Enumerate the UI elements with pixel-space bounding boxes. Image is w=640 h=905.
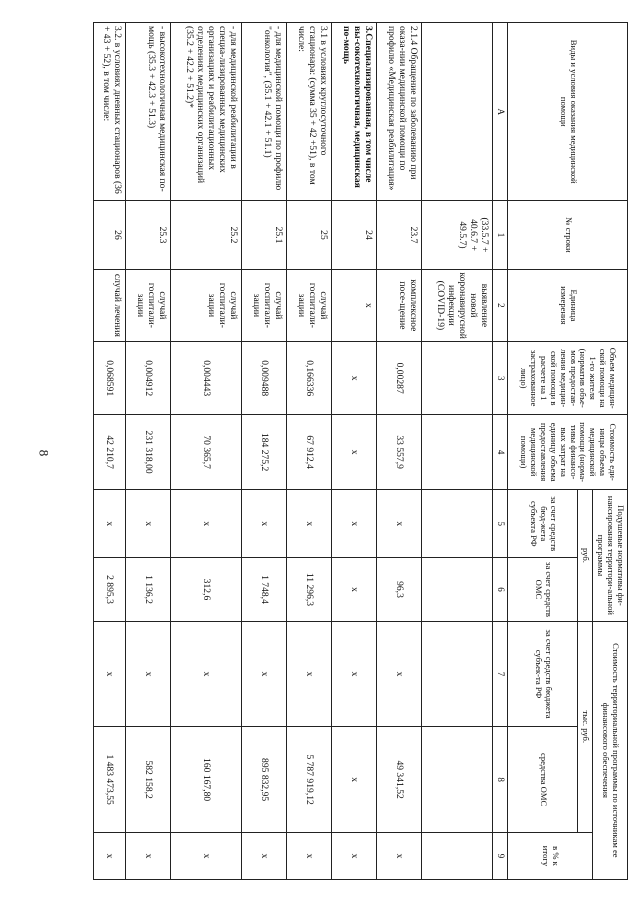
row-unit-cost: 231 318,00 [126, 415, 171, 490]
row-norm-budget [422, 490, 493, 558]
header-norm-budget: за счет средств бюд-жета субъекта РФ [508, 490, 578, 558]
index-cell: А [493, 23, 508, 201]
row-unit-cost: 67 912,4 [287, 415, 332, 490]
table-row [377, 23, 422, 880]
row-unit: случай госпитали-зации [287, 269, 332, 342]
row-norm-oms: х [332, 558, 377, 621]
row-volume: 0,068591 [94, 342, 126, 415]
row-volume: 0,166336 [287, 342, 332, 415]
row-cost-budget: х [332, 621, 377, 727]
index-cell: 9 [493, 832, 508, 879]
row-cost-oms: 49 341,52 [377, 727, 422, 833]
row-norm-oms: 1 136,2 [126, 558, 171, 621]
table-row [171, 23, 242, 880]
row-volume: 0,004443 [171, 342, 242, 415]
row-norm-oms: 2 895,3 [94, 558, 126, 621]
row-unit-cost: 70 365,7 [171, 415, 242, 490]
header-volume: Объем медицин-ской помощи на 1-го жителя (норматив объе-мов предостав-ления медицин-ской помощи в расчете на 1 застрахованное лицо) [508, 342, 628, 415]
header-program-cost-group: Стоимость территориальной программы по источникам ее финансового обеспечения [593, 621, 628, 879]
header-per-capita-group: Подушевые нормативы фи-нансирования территори-альной программы [593, 490, 628, 621]
row-name [422, 23, 493, 201]
row-volume [422, 342, 493, 415]
row-percent: х [94, 832, 126, 879]
index-cell: 8 [493, 727, 508, 833]
row-unit: случай госпитали-зации [242, 269, 287, 342]
row-norm-oms [422, 558, 493, 621]
row-cost-budget: х [287, 621, 332, 727]
row-norm-budget: х [377, 490, 422, 558]
row-cost-oms [422, 727, 493, 833]
row-unit-cost [422, 415, 493, 490]
header-percent: в % к итогу [508, 832, 593, 879]
row-norm-budget: х [287, 490, 332, 558]
header-types: Виды и условия оказания медицинской помощи [508, 23, 628, 201]
row-percent [422, 832, 493, 879]
row-number: 25.3 [126, 201, 171, 269]
row-norm-oms: 11 296,3 [287, 558, 332, 621]
row-norm-oms: 1 748,4 [242, 558, 287, 621]
page-number: 8 [36, 449, 52, 457]
row-percent: х [332, 832, 377, 879]
header-row-number: № строки [508, 201, 628, 269]
row-percent: х [377, 832, 422, 879]
row-unit: случай госпитали-зации [171, 269, 242, 342]
row-cost-oms: 1 483 473,55 [94, 727, 126, 833]
row-cost-oms: 5 787 919,12 [287, 727, 332, 833]
row-name: - для медицинской реабилитации в специа-лизированных медицинских организациях и реабилитационных отделениях медицинских организаций (35.2 + 42.2 + 51.2)* [171, 23, 242, 201]
row-percent: х [287, 832, 332, 879]
row-cost-budget [422, 621, 493, 727]
row-cost-budget: х [171, 621, 242, 727]
row-name: - для медицинской помощи по профилю "онкология", (35.1 + 42.1 + 51.1) [242, 23, 287, 201]
row-name: 3.Специализированная, в том числе вы-сокотехнологичная, медицинская по-мощь [332, 23, 377, 201]
index-cell: 5 [493, 490, 508, 558]
table-row [287, 23, 332, 880]
header-cost-oms: средства ОМС [508, 727, 578, 833]
row-cost-oms: 582 158,2 [126, 727, 171, 833]
row-number: 23.7 [377, 201, 422, 269]
row-cost-budget: х [377, 621, 422, 727]
row-norm-budget: х [242, 490, 287, 558]
table-row [422, 23, 493, 880]
index-cell: 6 [493, 558, 508, 621]
row-volume: 0,009488 [242, 342, 287, 415]
index-cell: 7 [493, 621, 508, 727]
table-body [94, 23, 494, 880]
row-percent: х [171, 832, 242, 879]
header-cost-budget: за счет средств бюджета субъек-та РФ [508, 621, 578, 727]
row-percent: х [126, 832, 171, 879]
row-unit: комплексное посе-щение [377, 269, 422, 342]
table-row [126, 23, 171, 880]
row-unit: случай госпитали-зации [126, 269, 171, 342]
row-percent: х [242, 832, 287, 879]
table-row [332, 23, 377, 880]
row-name: - высокотехнологичная медицинская по-мощь (35.3 + 42.3 + 51.3) [126, 23, 171, 201]
index-cell: 2 [493, 269, 508, 342]
row-volume: 0,00287 [377, 342, 422, 415]
row-norm-budget: х [171, 490, 242, 558]
row-unit: х [332, 269, 377, 342]
row-number: 26 [94, 201, 126, 269]
row-unit-cost: 184 275,2 [242, 415, 287, 490]
row-norm-budget: х [332, 490, 377, 558]
row-volume: 0,004912 [126, 342, 171, 415]
row-unit: выявление новой коронавирусной инфекции (COVID-19) [422, 269, 493, 342]
header-rub: руб. [578, 490, 593, 621]
header-thous-rub: тыс. руб. [578, 621, 593, 832]
row-cost-oms: 895 832,95 [242, 727, 287, 833]
table-row [242, 23, 287, 880]
row-norm-budget: х [126, 490, 171, 558]
row-number: 25.1 [242, 201, 287, 269]
index-cell: 1 [493, 201, 508, 269]
row-unit-cost: 42 210,7 [94, 415, 126, 490]
rotated-table-container [93, 22, 628, 880]
row-norm-oms: 312,6 [171, 558, 242, 621]
header-norm-oms: за счет средств ОМС [508, 558, 578, 621]
table-row [94, 23, 126, 880]
row-number: (33.5.7 + 40.6.7 + 49.5.7) [422, 201, 493, 269]
row-unit-cost: 33 557,9 [377, 415, 422, 490]
row-cost-oms: 160 167,80 [171, 727, 242, 833]
row-number: 25.2 [171, 201, 242, 269]
row-unit: случай лечения [94, 269, 126, 342]
row-cost-budget: х [242, 621, 287, 727]
row-name: 2.1.4 Обращение по заболеванию при оказа-нии медицинской помощи по профилю «Медицинская реабилитация» [377, 23, 422, 201]
header-unit-cost: Стоимость еди-ницы объема медицинской помощи (норма-тивы финансо-вых затрат на единицу объема предоставления медицинской помощи) [508, 415, 628, 490]
row-number: 24 [332, 201, 377, 269]
row-norm-budget: х [94, 490, 126, 558]
row-number: 25 [287, 201, 332, 269]
header-unit: Единица измерения [508, 269, 628, 342]
row-norm-oms: 96,3 [377, 558, 422, 621]
row-name: 3.2. в условиях дневных стационаров (36 + 43 + 52), в том числе: [94, 23, 126, 201]
row-cost-oms: х [332, 727, 377, 833]
index-cell: 4 [493, 415, 508, 490]
row-cost-budget: х [126, 621, 171, 727]
index-cell: 3 [493, 342, 508, 415]
row-volume: х [332, 342, 377, 415]
row-unit-cost: х [332, 415, 377, 490]
program-cost-table [93, 22, 628, 880]
row-cost-budget: х [94, 621, 126, 727]
row-name: 3.1 в условиях круглосуточного стационара: (сумма 35 + 42 +51), в том числе: [287, 23, 332, 201]
